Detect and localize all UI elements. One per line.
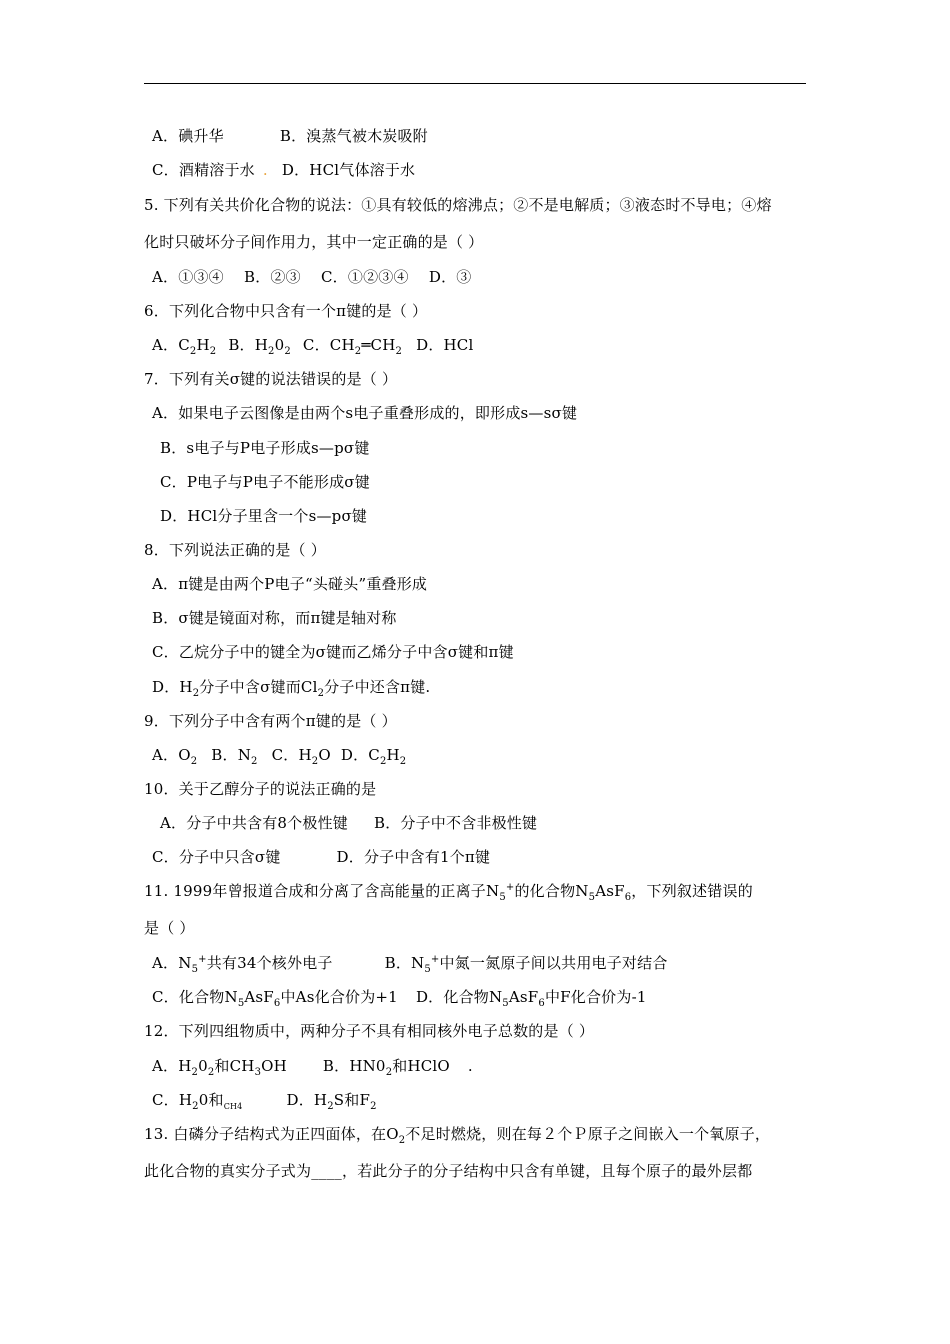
q12-option-a: A．$H_20_2$和$CH_3OH$ xyxy=(152,1057,287,1078)
q12-options-row2 xyxy=(152,1090,377,1110)
q5-stem-line2: 化时只破坏分子间作用力，其中一定正确的是（ ） xyxy=(144,233,484,251)
q4-options-row2 xyxy=(152,160,415,180)
q10-stem: 10．关于乙醇分子的说法正确的是 xyxy=(144,780,377,798)
q9-stem: 9．下列分子中含有两个π键的是（ ） xyxy=(144,712,397,730)
q6-option-a: A．$C_2H_2$ xyxy=(152,336,217,357)
q9-option-a: A．$O_2$ xyxy=(152,746,198,767)
stray-dot: . xyxy=(262,161,268,179)
q9-option-d: D．$C_2H_2$ xyxy=(340,746,407,767)
q10-option-a: A．分子中共含有8个极性键 xyxy=(160,814,348,832)
q11-option-a: A．$N_5^+$共有34个核外电子 xyxy=(152,954,333,975)
q4-option-b: B．溴蒸气被木炭吸附 xyxy=(279,127,428,145)
q8-option-a: A．π键是由两个P电子“头碰头”重叠形成 xyxy=(152,575,428,593)
q12-stem: 12．下列四组物质中，两种分子不具有相同核外电子总数的是（ ） xyxy=(144,1022,595,1040)
q12-options-row1 xyxy=(152,1056,473,1076)
q11-option-d: D．化合物$N_5AsF_6$中F化合价为-1 xyxy=(415,988,647,1009)
q13-stem-line1: 13. 白磷分子结构式为正四面体，在$O_2$不足时燃烧，则在每２个Ｐ原子之间嵌入一个氧原子， xyxy=(144,1125,771,1146)
q4-option-d: D．HCl气体溶于水 xyxy=(281,161,416,179)
q10-option-d: D．分子中含有1个π键 xyxy=(336,848,491,866)
q12-option-d: D．$H_2S$和$F_2$ xyxy=(286,1091,377,1112)
q11-options-row2 xyxy=(152,987,647,1007)
header-rule xyxy=(144,83,806,84)
q7-option-d: D．HCl分子里含一个s—pσ键 xyxy=(160,507,368,525)
q8-option-c: C．乙烷分子中的键全为σ键而乙烯分子中含σ键和π键 xyxy=(152,643,514,661)
q11-stem-line1: 11. 1999年曾报道合成和分离了含高能量的正离子$N_5^+$的化合物$N_5AsF_6$，下列叙述错误的 xyxy=(144,882,753,903)
q8-stem: 8．下列说法正确的是（ ） xyxy=(144,541,326,559)
q9-option-c: C．$H_2O$ xyxy=(271,746,331,767)
q11-option-c: C．化合物$N_5AsF_6$中As化合价为+1 xyxy=(152,988,398,1009)
q13-stem-line2: 此化合物的真实分子式为____，若此分子的分子结构中只含有单键，且每个原子的最外层都 xyxy=(144,1162,753,1180)
q7-stem: 7．下列有关σ键的说法错误的是（ ） xyxy=(144,370,398,388)
q4-options-row1 xyxy=(152,126,428,146)
q10-options-row2 xyxy=(152,847,490,867)
q10-options-row1 xyxy=(160,813,537,833)
q6-option-b: B．$H_20_2$ xyxy=(228,336,291,357)
q8-option-d: D．$H_2$分子中含σ键而$Cl_2$分子中还含π键. xyxy=(152,678,431,699)
q12-option-c: C．$H_20$和$_{CH4}$ xyxy=(152,1091,243,1112)
q5-options: A．①③④ B．②③ C．①②③④ D．③ xyxy=(152,268,472,286)
q12-trailing-dot: . xyxy=(467,1057,473,1075)
q4-option-a: A．碘升华 xyxy=(152,127,224,145)
q5-stem-line1: 5. 下列有关共价化合物的说法：①具有较低的熔沸点；②不是电解质；③液态时不导电；④熔 xyxy=(144,196,772,214)
q12-option-b: B．$HN0_2$和HClO xyxy=(322,1057,450,1078)
q6-option-d: D．HCl xyxy=(416,336,474,354)
q10-option-c: C．分子中只含σ键 xyxy=(152,848,281,866)
q9-option-b: B．$N_2$ xyxy=(211,746,258,767)
q8-option-b: B．σ键是镜面对称，而π键是轴对称 xyxy=(152,609,397,627)
q6-option-c: C．$CH_2═CH_2$ xyxy=(302,336,403,357)
q11-stem-line2: 是（ ） xyxy=(144,919,195,937)
q6-stem: 6．下列化合物中只含有一个π键的是（ ） xyxy=(144,302,428,320)
q7-option-a: A．如果电子云图像是由两个s电子重叠形成的，即形成s—sσ键 xyxy=(152,404,578,422)
q11-option-b: B．$N_5^+$中氮一氮原子间以共用电子对结合 xyxy=(384,954,668,975)
q9-options xyxy=(152,745,406,765)
q4-option-c: C．酒精溶于水 xyxy=(152,161,255,179)
q7-option-b: B．s电子与P电子形成s—pσ键 xyxy=(160,439,370,457)
q6-options xyxy=(152,335,473,355)
q11-options-row1 xyxy=(152,953,668,973)
q10-option-b: B．分子中不含非极性键 xyxy=(373,814,538,832)
q7-option-c: C．P电子与P电子不能形成σ键 xyxy=(160,473,370,491)
